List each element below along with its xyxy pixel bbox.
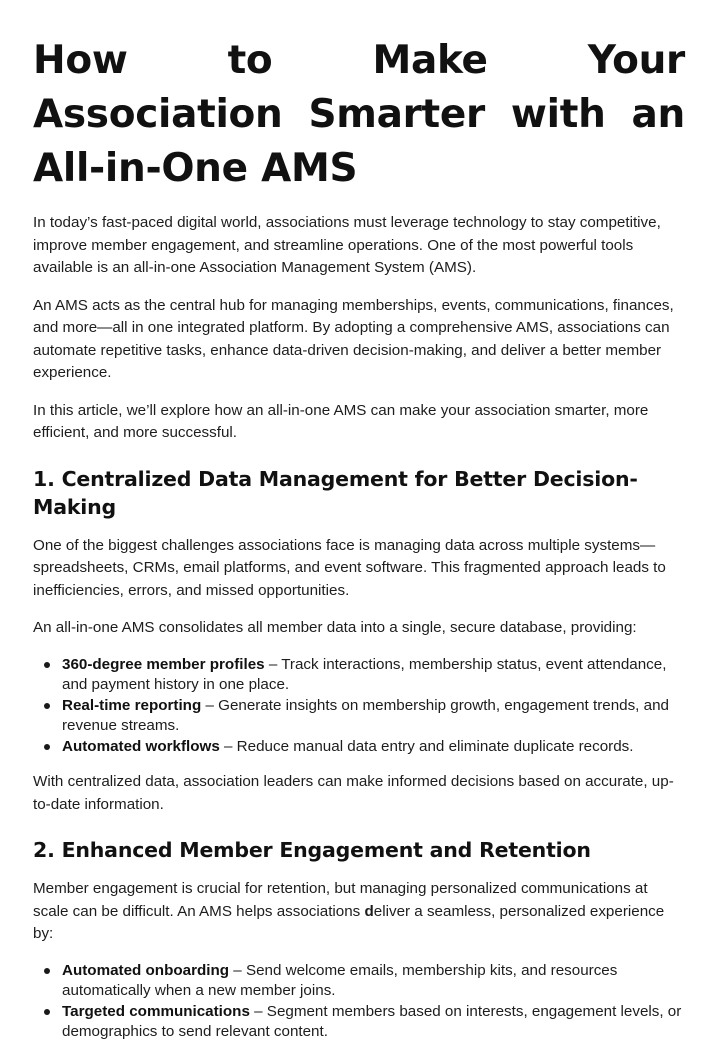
bullet-dot-icon — [44, 1009, 50, 1015]
list-item-term: Automated onboarding — [62, 961, 230, 979]
section-2-intro-end: eliver a seamless, personalized experience by: — [33, 902, 665, 942]
bullet-dot-icon — [44, 968, 50, 974]
section-2-intro — [33, 878, 685, 946]
intro-paragraph-2: An AMS acts as the central hub for managing memberships, events, communications, finances, and more—all in one integrated platform. By adopting a comprehensive AMS, associations can automate repetitive tasks, enhance data-driven decision-making, and deliver a better member experience. — [33, 296, 674, 381]
section-1-bullet-list — [33, 655, 685, 758]
list-item — [33, 655, 685, 696]
section-2-heading: 2. Enhanced Member Engagement and Retention — [33, 838, 591, 862]
section-1-closing: With centralized data, association leaders can make informed decisions based on accurate, up-to-date information. — [33, 773, 674, 813]
list-item-text: – Track interactions, membership status, event attendance, and payment history in one place. — [62, 655, 667, 693]
bullet-dot-icon — [44, 662, 50, 668]
section-1-paragraph-2: An all-in-one AMS consolidates all member data into a single, secure database, providing: — [33, 619, 637, 636]
list-item-text: – Send welcome emails, membership kits, and resources automatically when a new member joins. — [62, 961, 618, 999]
list-item-term: 360-degree member profiles — [62, 655, 265, 673]
section-2-bullet-list — [33, 961, 685, 1043]
section-2-intro-bold: d — [364, 902, 374, 920]
section-1-heading: 1. Centralized Data Management for Better Decision-Making — [33, 466, 638, 519]
list-item-term: Automated workflows — [62, 737, 220, 755]
list-item-text: – Segment members based on interests, engagement levels, or demographics to send relevant content. — [62, 1002, 682, 1040]
intro-paragraph-3: In this article, we’ll explore how an all-in-one AMS can make your association smarter, more efficient, and more successful. — [33, 401, 649, 441]
list-item-text: – Generate insights on membership growth, engagement trends, and revenue streams. — [62, 696, 669, 734]
list-item — [33, 737, 685, 758]
list-item — [33, 961, 685, 1002]
section-1-paragraph-1: One of the biggest challenges associations face is managing data across multiple systems—spreadsheets, CRMs, email platforms, and event software. This fragmented approach leads to inefficiencies, errors, and missed opportunities. — [33, 536, 666, 599]
list-item-text: – Reduce manual data entry and eliminate duplicate records. — [219, 737, 634, 755]
bullet-dot-icon — [44, 703, 50, 709]
list-item — [33, 1002, 685, 1043]
list-item-term: Real-time reporting — [62, 696, 202, 714]
list-item-term: Targeted communications — [62, 1002, 250, 1020]
article-title: How to Make Your Association Smarter with an All-in-One AMS — [33, 38, 685, 191]
intro-paragraph-1: In today’s fast-paced digital world, associations must leverage technology to stay competitive, improve member engagement, and streamline operations. One of the most powerful tools available is an all-in-one Association Management System (AMS). — [33, 214, 661, 276]
section-2-intro-start: Member engagement is crucial for retention, but managing personalized communications at scale can be difficult. An AMS helps associations — [33, 880, 648, 920]
article — [33, 34, 685, 1057]
list-item — [33, 696, 685, 737]
bullet-dot-icon — [44, 744, 50, 750]
